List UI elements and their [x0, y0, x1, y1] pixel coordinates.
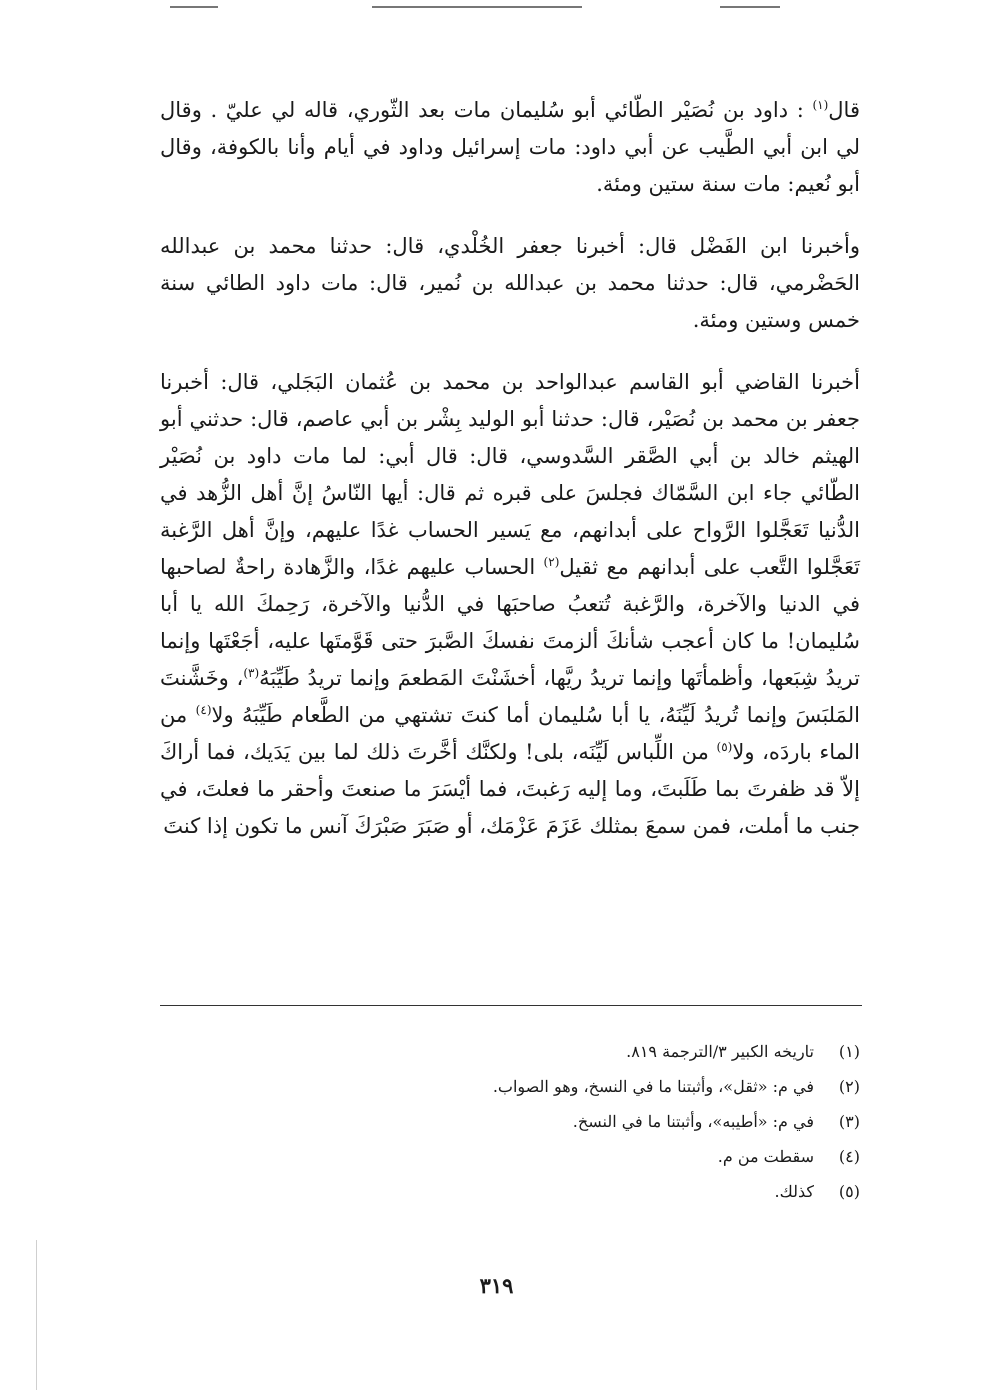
paragraph-text: : داود بن نُصَيْر الطّائي أبو سُليمان مات بعد الثّوري، قاله لي عليّ . وقال لي ابن أبي الطَّيب عن أبي داود: مات إسرائيل وداود في أيام وأنا بالكوفة، وقال أبو نُعيم: مات سنة ستين ومئة. — [160, 98, 860, 196]
footnote-text: تاريخه الكبير ٣/الترجمة ٨١٩. — [626, 1042, 814, 1061]
footnote-separator — [160, 1005, 862, 1006]
footnote-reference: (٤) — [195, 703, 212, 717]
footnote-reference: (٥) — [716, 740, 733, 754]
paragraph-text: قال — [828, 98, 860, 122]
scan-artifact-mark — [372, 6, 582, 8]
footnote-number: (٥) — [838, 1182, 860, 1201]
paragraph — [160, 364, 860, 845]
footnote-number: (٢) — [838, 1077, 860, 1096]
paragraph-text: من الماء باردَه، ولا — [160, 703, 860, 764]
footnote-item — [400, 1069, 860, 1104]
footnote-reference: (٢) — [543, 555, 560, 569]
footnote-item — [400, 1104, 860, 1139]
paragraph — [160, 92, 860, 203]
footnote-number: (١) — [838, 1042, 860, 1061]
footnote-item — [400, 1174, 860, 1209]
scan-edge-line — [36, 1240, 37, 1390]
footnote-text: في م: «ثقل»، وأثبتنا ما في النسخ، وهو الصواب. — [492, 1077, 814, 1096]
footnote-text: سقطت من م. — [717, 1147, 814, 1166]
paragraph-text: من اللِّباس لَيِّنَه، بلى! ولكنَّك أخَّرتَ ذلك لما بين يَدَيك، فما أراكَ إلاّ قد ظفرتَ بما طَلَبتَ، وما إليه رَغبتَ، فما أيْسَرَ ما صنعتَ وأحقر ما فعلتَ، في جنب ما أملت، فمن سمعَ بمثلك عَزَمَ عَزْمَك، أو صَبَرَ صَبْرَكَ آنس ما تكون إذا كنتَ — [160, 740, 860, 838]
paragraph — [160, 228, 860, 339]
main-text — [160, 92, 860, 845]
paragraph-text: وأخبرنا ابن الفَضْل قال: أخبرنا جعفر الخُلْدي، قال: حدثنا محمد بن عبدالله الحَضْرمي، قال: حدثنا محمد بن عبدالله بن نُمير، قال: مات داود الطائي سنة خمس وستين ومئة. — [160, 234, 860, 332]
page-number: ٣١٩ — [479, 1273, 514, 1298]
paragraph-text: ، وخَشَّنتَ المَلبَسَ وإنما تُريدُ لَيِّنَهُ، يا أبا سُليمان أما كنتَ تشتهي من الطَّعام طَيِّبَهُ ولا — [160, 666, 860, 727]
footnote-text: كذلك. — [774, 1182, 814, 1201]
paragraph-text: الحساب عليهم غدًا، والزَّهادة راحةٌ لصاحبها في الدنيا والآخرة، والرَّغبة تُتعبُ صاحبَها في الدُّنيا والآخرة، رَحِمكَ الله يا أبا سُليمان! ما كان أعجب شأنكَ ألزمتَ نفسكَ الصَّبرَ حتى قَوَّمتَها عليه، أجَعْتَها وإنما تريدُ شِبَعها، وأظمأتَها وإنما تريدُ ريَّها، أخشَنْتَ المَطعمَ وإنما تريدُ طَيِّبَهُ — [160, 555, 860, 690]
footnotes — [400, 1034, 860, 1209]
paragraph-text: أخبرنا القاضي أبو القاسم عبدالواحد بن محمد بن عُثمان البَجَلي، قال: أخبرنا جعفر بن محمد بن نُصَيْر، قال: حدثنا أبو الوليد بِشْر بن أبي عاصم، قال: حدثني أبو الهيثم خالد بن أبي الصَّقر السَّدوسي، قال: قال أبي: لما مات داود بن نُصَيْر الطّائي جاء ابن السَّمّاك فجلسَ على قبره ثم قال: أيها النّاسُ إنَّ أهل الزُّهد في الدُّنيا تَعَجَّلوا الرَّواح على أبدانهم، مع يَسير الحساب غدًا عليهم، وإنَّ أهل الرَّغبة تَعَجَّلوا التَّعب على أبدانهم مع ثقيل — [160, 370, 860, 579]
footnote-text: في م: «أطيبه»، وأثبتنا ما في النسخ. — [572, 1112, 814, 1131]
footnote-reference: (٣) — [243, 666, 260, 680]
scan-artifact-mark — [720, 6, 780, 8]
footnote-number: (٤) — [838, 1147, 860, 1166]
scan-artifact-mark — [170, 6, 218, 8]
footnote-reference: (١) — [812, 98, 829, 112]
footnote-item — [400, 1034, 860, 1069]
footnote-number: (٣) — [838, 1112, 860, 1131]
footnote-item — [400, 1139, 860, 1174]
